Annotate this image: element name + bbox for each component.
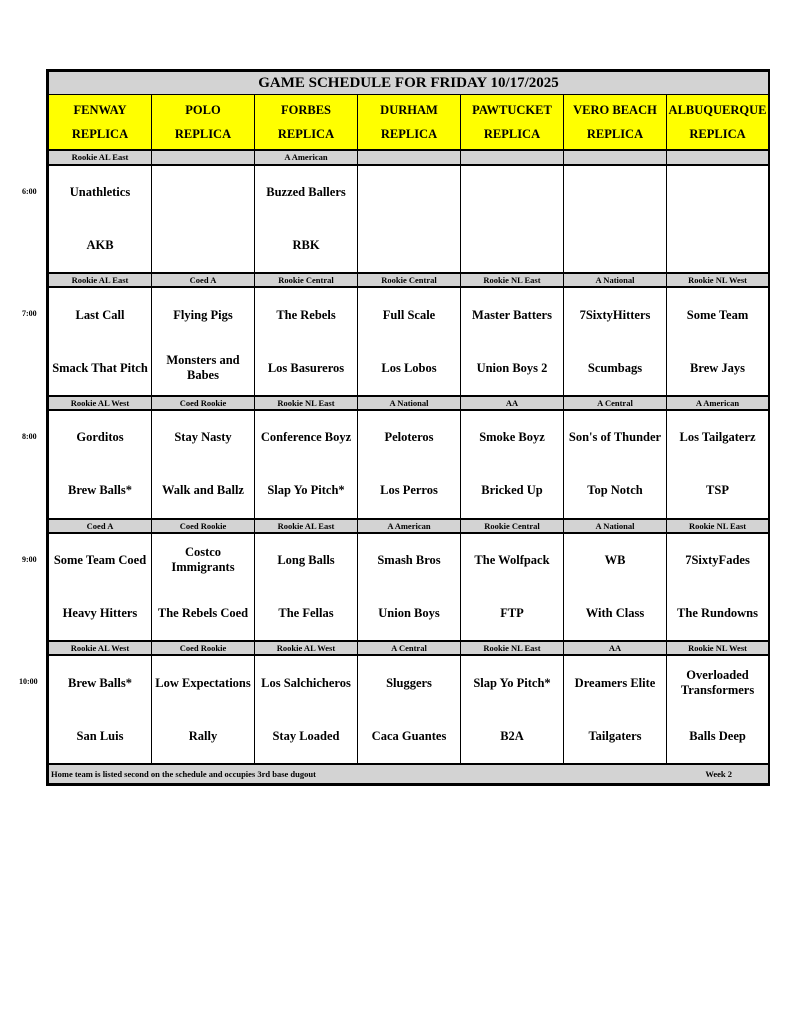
- away-team: Overloaded Transformers: [680, 668, 755, 698]
- game-row: [49, 533, 769, 642]
- away-team: [358, 166, 460, 219]
- division-row: [49, 641, 769, 655]
- field-name: FENWAY: [73, 103, 127, 118]
- game-cell: [152, 287, 255, 396]
- home-team: Stay Loaded: [272, 728, 340, 743]
- schedule-sheet: [46, 69, 770, 786]
- division-label: Rookie AL East: [255, 519, 358, 533]
- home-team: AKB: [86, 237, 114, 252]
- division-label: A National: [358, 396, 461, 410]
- home-team: With Class: [585, 605, 645, 620]
- game-row: [49, 287, 769, 396]
- home-team: Top Notch: [587, 483, 643, 498]
- field-subtitle: REPLICA: [380, 127, 438, 142]
- away-team: 7SixtyFades: [685, 552, 750, 567]
- home-team: The Rebels Coed: [157, 605, 249, 620]
- time-label: 7:00: [22, 309, 37, 319]
- field-header: [152, 95, 255, 151]
- away-team: Some Team Coed: [53, 552, 147, 567]
- home-team: Brew Balls*: [67, 483, 132, 498]
- field-header: [564, 95, 667, 151]
- away-team: WB: [604, 552, 626, 567]
- division-label: Coed A: [49, 519, 152, 533]
- away-team: Unathletics: [69, 184, 131, 199]
- game-cell: [564, 287, 667, 396]
- away-team: Smoke Boyz: [479, 430, 545, 445]
- away-team: Peloteros: [384, 430, 434, 445]
- home-team: The Fellas: [278, 605, 334, 620]
- away-team: Long Balls: [277, 552, 335, 567]
- home-team: Scumbags: [587, 360, 643, 375]
- game-cell: [667, 655, 769, 764]
- division-label: [667, 150, 769, 164]
- footer-note: Home team is listed second on the schedule and occupies 3rd base dugout: [51, 769, 316, 779]
- away-team: [564, 166, 666, 219]
- field-subtitle: REPLICA: [277, 127, 335, 142]
- division-label: A American: [667, 396, 769, 410]
- time-label: 8:00: [22, 431, 37, 441]
- schedule-title: GAME SCHEDULE FOR FRIDAY 10/17/2025: [49, 72, 769, 95]
- game-cell: [49, 533, 152, 642]
- away-team: Master Batters: [472, 307, 552, 322]
- home-team: Bricked Up: [481, 483, 543, 498]
- game-cell: [358, 655, 461, 764]
- footer-bar: [49, 764, 769, 784]
- division-label: A Central: [358, 641, 461, 655]
- game-cell: [564, 533, 667, 642]
- time-label: 10:00: [19, 677, 38, 687]
- away-team: Buzzed Ballers: [266, 184, 346, 199]
- division-row: [49, 396, 769, 410]
- field-header: [255, 95, 358, 151]
- home-team: Union Boys: [378, 605, 440, 620]
- game-cell: [564, 165, 667, 274]
- home-team: San Luis: [76, 728, 124, 743]
- field-name: FORBES: [280, 103, 331, 118]
- division-label: Rookie AL East: [49, 273, 152, 287]
- game-cell: [667, 410, 769, 519]
- field-name: PAWTUCKET: [472, 103, 552, 118]
- game-cell: [461, 533, 564, 642]
- division-label: A American: [358, 519, 461, 533]
- home-team: [461, 219, 563, 272]
- game-cell: [255, 287, 358, 396]
- division-label: Rookie NL West: [667, 641, 769, 655]
- field-subtitle: REPLICA: [174, 127, 232, 142]
- away-team: Smash Bros: [377, 552, 441, 567]
- game-cell: [461, 287, 564, 396]
- game-cell: [152, 410, 255, 519]
- away-team: Los Tailgaterz: [679, 430, 756, 445]
- game-cell: [255, 410, 358, 519]
- division-row: [49, 273, 769, 287]
- away-team: Full Scale: [382, 307, 436, 322]
- division-label: A National: [564, 273, 667, 287]
- home-team: Heavy Hitters: [62, 605, 138, 620]
- home-team: Smack That Pitch: [52, 360, 148, 375]
- away-team: Stay Nasty: [174, 430, 232, 445]
- home-team: Caca Guantes: [371, 728, 447, 743]
- away-team: Flying Pigs: [173, 307, 233, 322]
- game-cell: [255, 655, 358, 764]
- division-label: Rookie NL East: [255, 396, 358, 410]
- home-team: Balls Deep: [689, 728, 746, 743]
- time-label: 9:00: [22, 554, 37, 564]
- game-row: [49, 655, 769, 764]
- home-team: Union Boys 2: [476, 360, 548, 375]
- field-header-row: [49, 95, 769, 151]
- game-cell: [461, 655, 564, 764]
- division-row: [49, 150, 769, 164]
- division-label: Rookie Central: [358, 273, 461, 287]
- home-team: Slap Yo Pitch*: [267, 483, 345, 498]
- away-team: Slap Yo Pitch*: [473, 675, 551, 690]
- home-team: FTP: [500, 605, 524, 620]
- away-team: [461, 166, 563, 219]
- game-cell: [49, 410, 152, 519]
- game-row: [49, 410, 769, 519]
- game-cell: [667, 165, 769, 274]
- division-label: A Central: [564, 396, 667, 410]
- division-label: [461, 150, 564, 164]
- field-subtitle: REPLICA: [483, 127, 541, 142]
- game-row: [49, 165, 769, 274]
- home-team: [358, 219, 460, 272]
- division-label: A American: [255, 150, 358, 164]
- home-team: [152, 219, 254, 272]
- division-label: Rookie Central: [461, 519, 564, 533]
- division-label: Coed A: [152, 273, 255, 287]
- away-team: Los Salchicheros: [261, 675, 351, 690]
- home-team: Rally: [188, 728, 218, 743]
- division-label: Rookie AL East: [49, 150, 152, 164]
- field-name: VERO BEACH: [573, 103, 657, 118]
- game-cell: [49, 287, 152, 396]
- division-label: AA: [564, 641, 667, 655]
- home-team: Los Perros: [380, 483, 438, 498]
- game-cell: [255, 533, 358, 642]
- away-team: Gorditos: [76, 430, 124, 445]
- away-team: Dreamers Elite: [574, 675, 656, 690]
- division-label: [564, 150, 667, 164]
- field-header: [358, 95, 461, 151]
- division-label: Rookie Central: [255, 273, 358, 287]
- game-cell: [49, 165, 152, 274]
- week-label: Week 2: [705, 769, 733, 779]
- division-label: Rookie NL East: [667, 519, 769, 533]
- home-team: [667, 219, 768, 272]
- game-cell: [564, 655, 667, 764]
- game-cell: [667, 533, 769, 642]
- away-team: 7SixtyHitters: [579, 307, 651, 322]
- game-cell: [152, 533, 255, 642]
- away-team: Low Expectations: [155, 675, 251, 690]
- field-subtitle: REPLICA: [689, 127, 746, 142]
- division-label: Rookie AL West: [49, 396, 152, 410]
- home-team: Brew Jays: [690, 360, 746, 375]
- division-label: Coed Rookie: [152, 396, 255, 410]
- home-team: Los Basureros: [267, 360, 345, 375]
- home-team: RBK: [292, 237, 320, 252]
- division-label: Rookie NL East: [461, 273, 564, 287]
- away-team: The Wolfpack: [474, 552, 550, 567]
- game-cell: [461, 165, 564, 274]
- field-subtitle: REPLICA: [71, 127, 129, 142]
- division-label: Rookie AL West: [255, 641, 358, 655]
- home-team: [564, 219, 666, 272]
- division-label: Rookie AL West: [49, 641, 152, 655]
- division-label: Rookie NL East: [461, 641, 564, 655]
- division-label: [358, 150, 461, 164]
- away-team: Sluggers: [386, 675, 432, 690]
- away-team: Son's of Thunder: [568, 430, 662, 445]
- field-name: ALBUQUERQUE: [668, 103, 767, 118]
- home-team: Walk and Ballz: [162, 483, 244, 498]
- time-label: 6:00: [22, 186, 37, 196]
- game-cell: [255, 165, 358, 274]
- home-team: B2A: [500, 728, 524, 743]
- away-team: [667, 166, 768, 219]
- game-cell: [667, 287, 769, 396]
- division-label: Coed Rookie: [152, 519, 255, 533]
- home-team: TSP: [706, 483, 729, 498]
- away-team: Some Team: [686, 307, 749, 322]
- away-team: Conference Boyz: [260, 430, 352, 445]
- game-cell: [152, 655, 255, 764]
- field-name: DURHAM: [380, 103, 438, 118]
- away-team: [152, 166, 254, 219]
- division-row: [49, 519, 769, 533]
- division-label: A National: [564, 519, 667, 533]
- home-team: The Rundowns: [677, 605, 758, 620]
- game-cell: [461, 410, 564, 519]
- game-cell: [49, 655, 152, 764]
- away-team: Costco Immigrants: [171, 545, 235, 575]
- division-label: Coed Rookie: [152, 641, 255, 655]
- division-label: Rookie NL West: [667, 273, 769, 287]
- field-header: [49, 95, 152, 151]
- home-team: Los Lobos: [381, 360, 437, 375]
- home-team: Tailgaters: [588, 728, 642, 743]
- away-team: Brew Balls*: [67, 675, 132, 690]
- field-name: POLO: [185, 103, 221, 118]
- game-cell: [564, 410, 667, 519]
- game-cell: [358, 410, 461, 519]
- schedule-table: [48, 71, 769, 784]
- division-label: [152, 150, 255, 164]
- away-team: Last Call: [75, 307, 125, 322]
- game-cell: [152, 165, 255, 274]
- field-subtitle: REPLICA: [586, 127, 644, 142]
- field-header: [667, 95, 769, 151]
- away-team: The Rebels: [276, 307, 336, 322]
- game-cell: [358, 533, 461, 642]
- game-cell: [358, 287, 461, 396]
- division-label: AA: [461, 396, 564, 410]
- field-header: [461, 95, 564, 151]
- home-team: Monsters and Babes: [166, 353, 240, 383]
- game-cell: [358, 165, 461, 274]
